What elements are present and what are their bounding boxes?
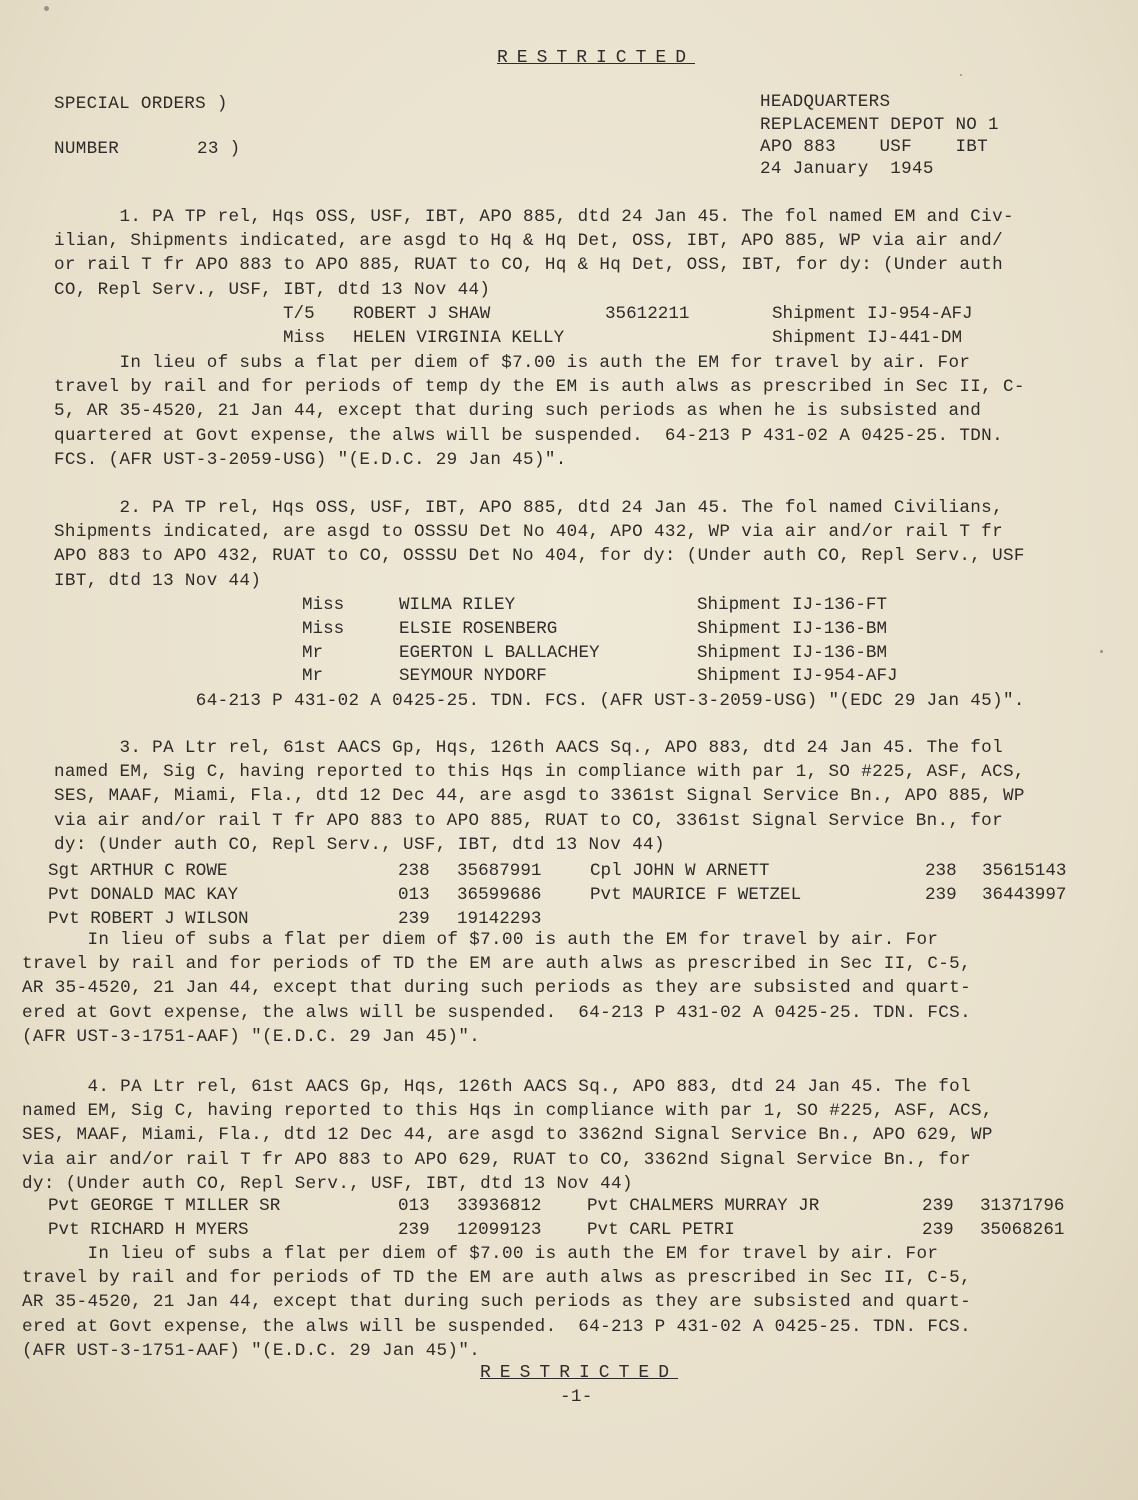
roster-name: Pvt CARL PETRI <box>587 1219 735 1240</box>
paragraph-line: (AFR UST-3-1751-AAF) "(E.D.C. 29 Jan 45)". <box>22 1340 481 1361</box>
roster-title: Miss <box>283 327 326 348</box>
order-paragraph-2 <box>54 496 1104 593</box>
order-paragraph-3-allowance <box>22 928 1072 1049</box>
paragraph-line: AR 35-4520, 21 Jan 44, except that during such periods as they are subsisted and quart- <box>22 978 971 999</box>
roster-name: Pvt GEORGE T MILLER SR <box>48 1196 281 1216</box>
roster-title: T/5 <box>283 304 315 324</box>
roster-code: 238 <box>925 861 957 881</box>
roster-row <box>0 302 1138 326</box>
roster-name: WILMA RILEY <box>399 595 516 615</box>
paragraph-line: 64-213 P 431-02 A 0425-25. TDN. FCS. (AFR UST-3-2059-USG) "(EDC 29 Jan 45)". <box>54 691 1025 711</box>
paragraph-line: quartered at Govt expense, the alws will be suspended. 64-213 P 431-02 A 0425-25. TDN. <box>54 425 1003 446</box>
roster-code: 013 <box>398 1196 430 1216</box>
order-number: 23 ) <box>197 139 241 159</box>
paragraph-line: SES, MAAF, Miami, Fla., dtd 12 Dec 44, are asgd to 3361st Signal Service Bn., APO 885, WP <box>54 786 1025 807</box>
roster-shipment: Shipment IJ-954-AFJ <box>697 666 898 687</box>
roster-serial: 35615143 <box>982 861 1067 881</box>
paragraph-line: (AFR UST-3-1751-AAF) "(E.D.C. 29 Jan 45)". <box>22 1026 481 1047</box>
roster-row <box>0 907 1138 931</box>
paragraph-line: 4. PA Ltr rel, 61st AACS Gp, Hqs, 126th AACS Sq., APO 883, dtd 24 Jan 45. The fol <box>22 1077 971 1097</box>
roster-table <box>0 1194 1138 1242</box>
roster-serial: 33936812 <box>457 1196 542 1216</box>
paragraph-line: ilian, Shipments indicated, are asgd to Hq & Hq Det, OSS, IBT, APO 885, WP via air and/ <box>54 231 1003 252</box>
roster-name: EGERTON L BALLACHEY <box>399 642 600 663</box>
roster-shipment: Shipment IJ-441-DM <box>772 327 963 348</box>
paragraph-line: 3. PA Ltr rel, 61st AACS Gp, Hqs, 126th AACS Sq., APO 883, dtd 24 Jan 45. The fol <box>54 738 1003 758</box>
roster-row <box>0 617 1138 641</box>
roster-name: Pvt MAURICE F WETZEL <box>590 884 802 905</box>
roster-table <box>0 593 1138 688</box>
roster-table <box>0 859 1138 930</box>
paragraph-line: ered at Govt expense, the alws will be suspended. 64-213 P 431-02 A 0425-25. TDN. FCS. <box>22 1316 971 1337</box>
roster-name: SEYMOUR NYDORF <box>399 666 547 687</box>
roster-table <box>0 302 1138 350</box>
paper-speck <box>44 6 49 11</box>
roster-code: 239 <box>398 1219 430 1240</box>
order-paragraph-4 <box>22 1075 1072 1196</box>
order-paragraph-1 <box>54 205 1104 302</box>
roster-row <box>0 1194 1138 1218</box>
roster-row <box>0 664 1138 688</box>
page-number: -1- <box>560 1387 593 1407</box>
paragraph-line: travel by rail and for periods of TD the EM are auth alws as prescribed in Sec II, C-5, <box>22 954 971 975</box>
roster-serial: 19142293 <box>457 908 542 929</box>
roster-serial: 36599686 <box>457 884 542 905</box>
roster-serial: 36443997 <box>982 884 1067 905</box>
roster-title: Miss <box>302 618 345 639</box>
paragraph-line: travel by rail and for periods of TD the EM are auth alws as prescribed in Sec II, C-5, <box>22 1268 971 1289</box>
roster-row <box>0 1218 1138 1242</box>
paragraph-line: named EM, Sig C, having reported to this Hqs in compliance with par 1, SO #225, ASF, ACS, <box>54 762 1025 783</box>
roster-row <box>0 859 1138 883</box>
paragraph-line: In lieu of subs a flat per diem of $7.00 is auth the EM for travel by air. For <box>22 930 939 950</box>
paragraph-line: APO 883 to APO 432, RUAT to CO, OSSSU Det No 404, for dy: (Under auth CO, Repl Serv., USF <box>54 546 1025 567</box>
roster-code: 239 <box>398 908 430 929</box>
roster-serial: 35687991 <box>457 861 542 881</box>
paragraph-line: SES, MAAF, Miami, Fla., dtd 12 Dec 44, are asgd to 3362nd Signal Service Bn., APO 629, WP <box>22 1125 993 1146</box>
paragraph-line: or rail T fr APO 883 to APO 885, RUAT to CO, Hq & Hq Det, OSS, IBT, for dy: (Under auth <box>54 255 1003 276</box>
roster-serial: 12099123 <box>457 1219 542 1240</box>
order-paragraph-3 <box>54 736 1104 857</box>
roster-name: Pvt CHALMERS MURRAY JR <box>587 1196 820 1216</box>
roster-code: 239 <box>925 884 957 905</box>
roster-serial: 31371796 <box>980 1196 1065 1216</box>
roster-row <box>0 326 1138 350</box>
roster-serial: 35612211 <box>605 304 690 324</box>
roster-name: HELEN VIRGINIA KELLY <box>353 327 565 348</box>
paragraph-line: via air and/or rail T fr APO 883 to APO 629, RUAT to CO, 3362nd Signal Service Bn., for <box>22 1149 971 1170</box>
paper-speck <box>960 74 962 76</box>
order-paragraph-1-allowance <box>54 351 1104 472</box>
paragraph-line: 5, AR 35-4520, 21 Jan 44, except that during such periods as when he is subsisted and <box>54 401 982 422</box>
paragraph-line: 2. PA TP rel, Hqs OSS, USF, IBT, APO 885, dtd 24 Jan 45. The fol named Civilians, <box>54 498 1003 518</box>
paragraph-line: travel by rail and for periods of temp dy the EM is auth alws as prescribed in Sec II, C- <box>54 377 1025 398</box>
paragraph-line: In lieu of subs a flat per diem of $7.00 is auth the EM for travel by air. For <box>54 353 971 373</box>
roster-title: Mr <box>302 666 324 687</box>
roster-row <box>0 641 1138 665</box>
roster-name: ELSIE ROSENBERG <box>399 618 558 639</box>
paragraph-line: 1. PA TP rel, Hqs OSS, USF, IBT, APO 885, dtd 24 Jan 45. The fol named EM and Civ- <box>54 207 1014 227</box>
roster-name: Sgt ARTHUR C ROWE <box>48 861 228 881</box>
paragraph-line: via air and/or rail T fr APO 883 to APO 885, RUAT to CO, 3361st Signal Service Bn., for <box>54 810 1003 831</box>
roster-name: Pvt DONALD MAC KAY <box>48 884 239 905</box>
classification-bottom: RESTRICTED <box>480 1363 679 1383</box>
paragraph-line: named EM, Sig C, having reported to this Hqs in compliance with par 1, SO #225, ASF, ACS, <box>22 1101 993 1122</box>
hq-line: HEADQUARTERS <box>760 92 891 112</box>
roster-code: 239 <box>922 1219 954 1240</box>
roster-row <box>0 883 1138 907</box>
paragraph-line: dy: (Under auth CO, Repl Serv., USF, IBT, dtd 13 Nov 44) <box>54 834 665 855</box>
paragraph-line: In lieu of subs a flat per diem of $7.00 is auth the EM for travel by air. For <box>22 1244 939 1264</box>
paragraph-line: dy: (Under auth CO, Repl Serv., USF, IBT, dtd 13 Nov 44) <box>22 1173 633 1194</box>
roster-shipment: Shipment IJ-954-AFJ <box>772 304 973 324</box>
roster-name: Pvt RICHARD H MYERS <box>48 1219 249 1240</box>
paragraph-line: Shipments indicated, are asgd to OSSSU Det No 404, APO 432, WP via air and/or rail T fr <box>54 522 1003 543</box>
order-number-label: NUMBER <box>54 139 120 159</box>
hq-line: 24 January 1945 <box>760 159 934 179</box>
paragraph-line: CO, Repl Serv., USF, IBT, dtd 13 Nov 44) <box>54 279 491 300</box>
paragraph-line: IBT, dtd 13 Nov 44) <box>54 570 262 591</box>
roster-shipment: Shipment IJ-136-FT <box>697 595 888 615</box>
roster-title: Mr <box>302 642 324 663</box>
classification-top: RESTRICTED <box>497 48 696 68</box>
hq-line: APO 883 USF IBT <box>760 137 989 157</box>
paragraph-line: AR 35-4520, 21 Jan 44, except that during such periods as they are subsisted and quart- <box>22 1292 971 1313</box>
order-paragraph-2-funding <box>54 689 1104 713</box>
roster-name: Pvt ROBERT J WILSON <box>48 908 249 929</box>
order-paragraph-4-allowance <box>22 1242 1072 1363</box>
roster-code: 013 <box>398 884 430 905</box>
roster-shipment: Shipment IJ-136-BM <box>697 618 888 639</box>
paragraph-line: FCS. (AFR UST-3-2059-USG) "(E.D.C. 29 Jan 45)". <box>54 449 567 470</box>
roster-title: Miss <box>302 595 345 615</box>
roster-code: 238 <box>398 861 430 881</box>
roster-serial: 35068261 <box>980 1219 1065 1240</box>
paragraph-line: ered at Govt expense, the alws will be suspended. 64-213 P 431-02 A 0425-25. TDN. FCS. <box>22 1002 971 1023</box>
roster-shipment: Shipment IJ-136-BM <box>697 642 888 663</box>
roster-name: ROBERT J SHAW <box>353 304 491 324</box>
roster-row <box>0 593 1138 617</box>
hq-line: REPLACEMENT DEPOT NO 1 <box>760 115 999 135</box>
roster-name: Cpl JOHN W ARNETT <box>590 861 770 881</box>
roster-code: 239 <box>922 1196 954 1216</box>
order-type-label: SPECIAL ORDERS ) <box>54 94 228 114</box>
